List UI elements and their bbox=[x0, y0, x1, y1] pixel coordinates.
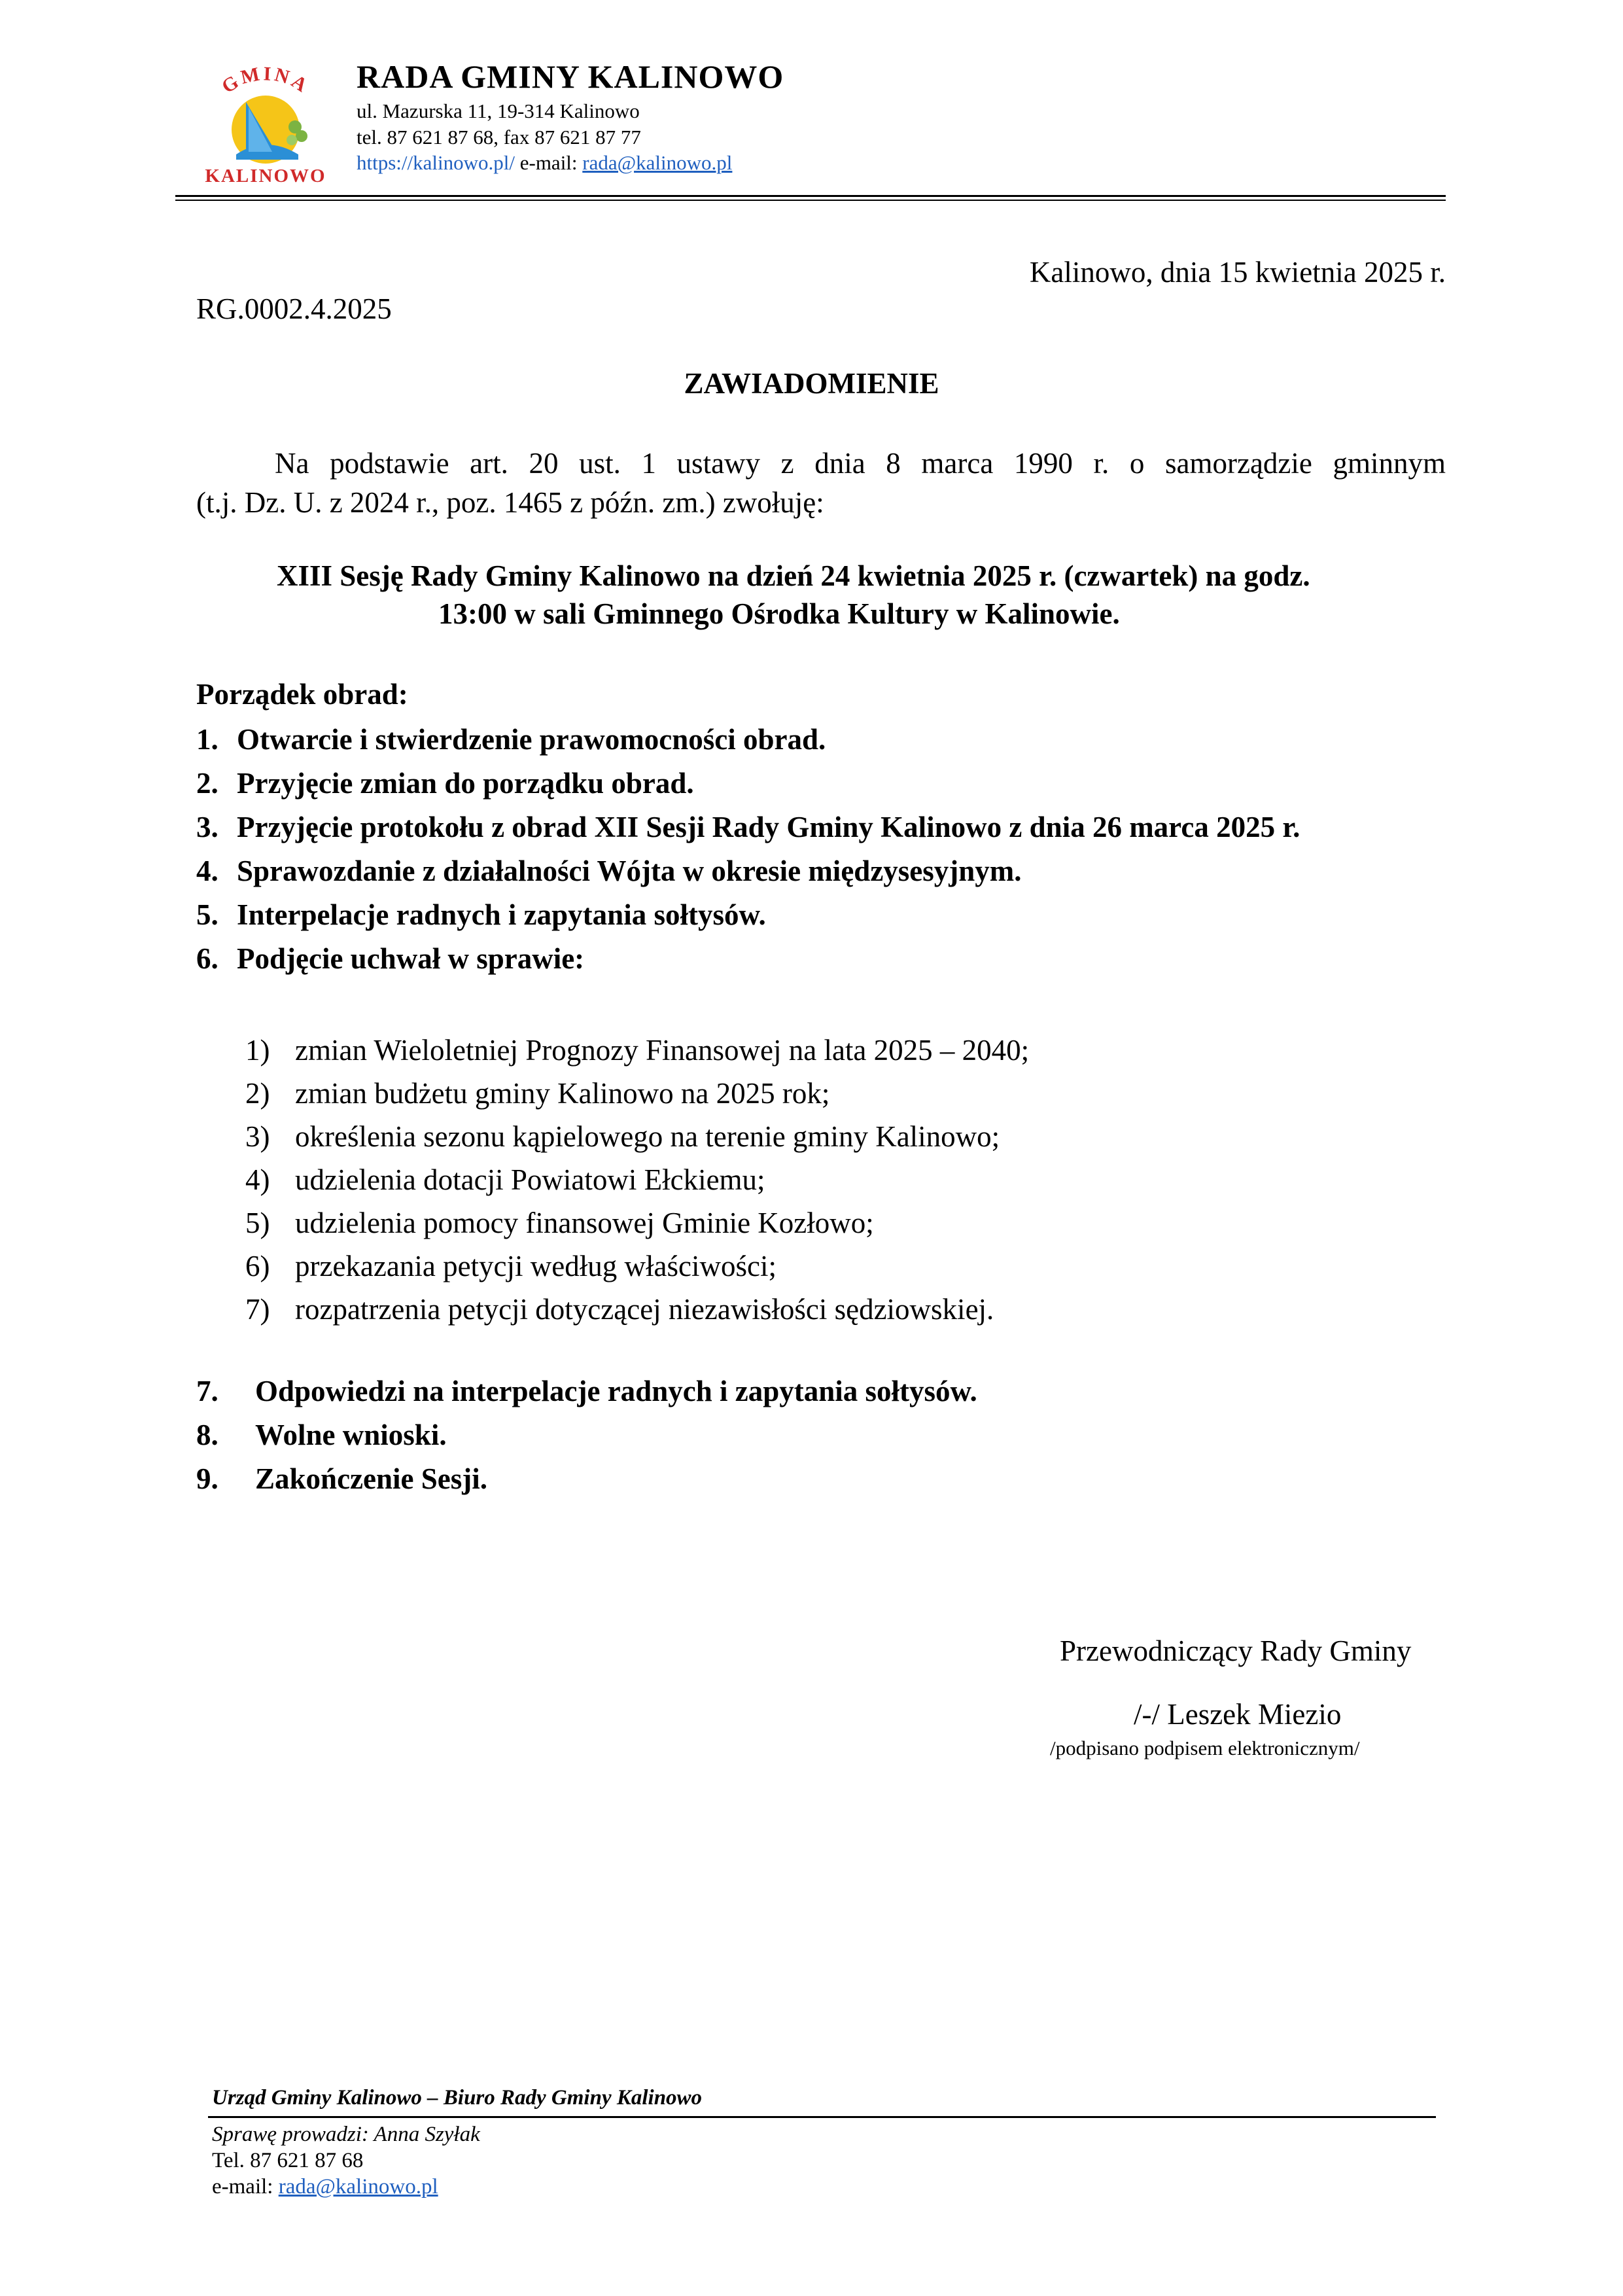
agenda-item-number: 8. bbox=[196, 1419, 218, 1451]
resolution-item-text: rozpatrzenia petycji dotyczącej niezawisłości sędziowskiej. bbox=[295, 1293, 994, 1326]
resolution-item bbox=[245, 1288, 1029, 1331]
agenda-item-text: Przyjęcie zmian do porządku obrad. bbox=[237, 767, 694, 800]
agenda-item bbox=[196, 937, 1300, 981]
signatory-title: Przewodniczący Rady Gminy bbox=[1060, 1634, 1412, 1667]
logo-top-text: GMINA bbox=[218, 62, 314, 98]
resolution-item-text: określenia sezonu kąpielowego na terenie gminy Kalinowo; bbox=[295, 1120, 1000, 1153]
agenda-item bbox=[196, 805, 1300, 849]
agenda-item-text: Sprawozdanie z działalności Wójta w okresie międzysesyjnym. bbox=[237, 855, 1022, 887]
resolution-item bbox=[245, 1029, 1029, 1072]
resolution-item-number: 4) bbox=[245, 1163, 270, 1196]
header-rule-secondary bbox=[175, 200, 1446, 201]
footer-email-link[interactable]: rada@kalinowo.pl bbox=[278, 2175, 438, 2199]
agenda-item-number: 4. bbox=[196, 855, 218, 887]
legal-basis-line-2: (t.j. Dz. U. z 2024 r., poz. 1465 z późn. zm.) zwołuję: bbox=[196, 486, 824, 519]
svg-text:GMINA bbox=[218, 63, 313, 98]
resolution-item-number: 7) bbox=[245, 1293, 270, 1326]
resolution-item-number: 3) bbox=[245, 1120, 270, 1153]
resolution-item bbox=[245, 1245, 1029, 1288]
resolution-item-text: zmian Wieloletniej Prognozy Finansowej na lata 2025 – 2040; bbox=[295, 1034, 1030, 1067]
agenda-item-number: 7. bbox=[196, 1375, 218, 1407]
agenda-item bbox=[196, 893, 1300, 937]
footer-email-line bbox=[212, 2175, 438, 2199]
resolution-item bbox=[245, 1115, 1029, 1158]
agenda-item-number: 6. bbox=[196, 942, 218, 975]
legal-basis-line-1: Na podstawie art. 20 ust. 1 ustawy z dnia 8 marca 1990 r. o samorządzie gminnym bbox=[275, 447, 1446, 480]
agenda-item-number: 2. bbox=[196, 767, 218, 800]
resolution-item-number: 5) bbox=[245, 1207, 270, 1239]
agenda-heading: Porządek obrad: bbox=[196, 678, 408, 711]
session-line-1: XIII Sesję Rady Gminy Kalinowo na dzień 24 kwietnia 2025 r. (czwartek) na godz. bbox=[277, 559, 1310, 592]
resolution-item-text: przekazania petycji według właściwości; bbox=[295, 1250, 777, 1282]
resolution-item-number: 6) bbox=[245, 1250, 270, 1282]
resolution-item bbox=[245, 1201, 1029, 1245]
website-link[interactable]: https://kalinowo.pl/ bbox=[357, 151, 515, 174]
logo-bottom-text: KALINOWO bbox=[205, 166, 326, 186]
agenda-item-text: Zakończenie Sesji. bbox=[255, 1462, 487, 1495]
agenda-item-number: 3. bbox=[196, 811, 218, 843]
resolution-item-number: 1) bbox=[245, 1034, 270, 1067]
org-contact-line bbox=[357, 151, 732, 175]
agenda-item-text: Interpelacje radnych i zapytania sołtysów. bbox=[237, 898, 766, 931]
date-line: Kalinowo, dnia 15 kwietnia 2025 r. bbox=[1029, 256, 1446, 289]
signature-note: /podpisano podpisem elektronicznym/ bbox=[1050, 1737, 1360, 1759]
municipality-logo bbox=[200, 56, 331, 187]
agenda-item-text: Wolne wnioski. bbox=[255, 1419, 447, 1451]
org-phone-fax: tel. 87 621 87 68, fax 87 621 87 77 bbox=[357, 126, 641, 149]
signatory-name: /-/ Leszek Miezio bbox=[1134, 1698, 1342, 1731]
agenda-item bbox=[196, 849, 1300, 893]
agenda-item bbox=[196, 1457, 977, 1501]
agenda-item-text: Odpowiedzi na interpelacje radnych i zapytania sołtysów. bbox=[255, 1375, 977, 1407]
document-title: ZAWIADOMIENIE bbox=[684, 367, 939, 400]
agenda-item-text: Przyjęcie protokołu z obrad XII Sesji Rady Gminy Kalinowo z dnia 26 marca 2025 r. bbox=[237, 811, 1300, 843]
footer-rule bbox=[208, 2116, 1436, 2118]
email-link[interactable]: rada@kalinowo.pl bbox=[582, 151, 733, 174]
footer-email-label: e-mail: bbox=[212, 2175, 273, 2199]
agenda-item-number: 1. bbox=[196, 723, 218, 756]
email-label: e-mail: bbox=[519, 151, 578, 174]
agenda-list-continued bbox=[196, 1369, 977, 1501]
logo-graphic bbox=[200, 56, 331, 187]
agenda-item-text: Otwarcie i stwierdzenie prawomocności obrad. bbox=[237, 723, 826, 756]
session-line-2: 13:00 w sali Gminnego Ośrodka Kultury w Kalinowie. bbox=[438, 597, 1120, 630]
agenda-item-number: 9. bbox=[196, 1462, 218, 1495]
resolution-item bbox=[245, 1072, 1029, 1115]
footer-handled-by: Sprawę prowadzi: Anna Szyłak bbox=[212, 2123, 480, 2146]
legal-basis-paragraph bbox=[196, 444, 1446, 522]
resolution-item bbox=[245, 1158, 1029, 1201]
agenda-list bbox=[196, 718, 1300, 981]
org-name: RADA GMINY KALINOWO bbox=[357, 58, 784, 95]
agenda-item bbox=[196, 1413, 977, 1457]
resolution-item-text: zmian budżetu gminy Kalinowo na 2025 rok; bbox=[295, 1077, 830, 1110]
reference-number: RG.0002.4.2025 bbox=[196, 292, 392, 325]
footer-phone: Tel. 87 621 87 68 bbox=[212, 2149, 364, 2172]
agenda-item bbox=[196, 1369, 977, 1413]
org-address: ul. Mazurska 11, 19-314 Kalinowo bbox=[357, 99, 640, 122]
resolution-item-text: udzielenia pomocy finansowej Gminie Kozłowo; bbox=[295, 1207, 874, 1239]
header-rule bbox=[175, 195, 1446, 197]
resolution-sublist bbox=[245, 1029, 1029, 1331]
resolution-item-text: udzielenia dotacji Powiatowi Ełckiemu; bbox=[295, 1163, 765, 1196]
footer-office: Urząd Gminy Kalinowo – Biuro Rady Gminy Kalinowo bbox=[212, 2086, 703, 2110]
agenda-item-number: 5. bbox=[196, 898, 218, 931]
agenda-item bbox=[196, 762, 1300, 805]
agenda-item-text: Podjęcie uchwał w sprawie: bbox=[237, 942, 585, 975]
resolution-item-number: 2) bbox=[245, 1077, 270, 1110]
agenda-item bbox=[196, 718, 1300, 762]
